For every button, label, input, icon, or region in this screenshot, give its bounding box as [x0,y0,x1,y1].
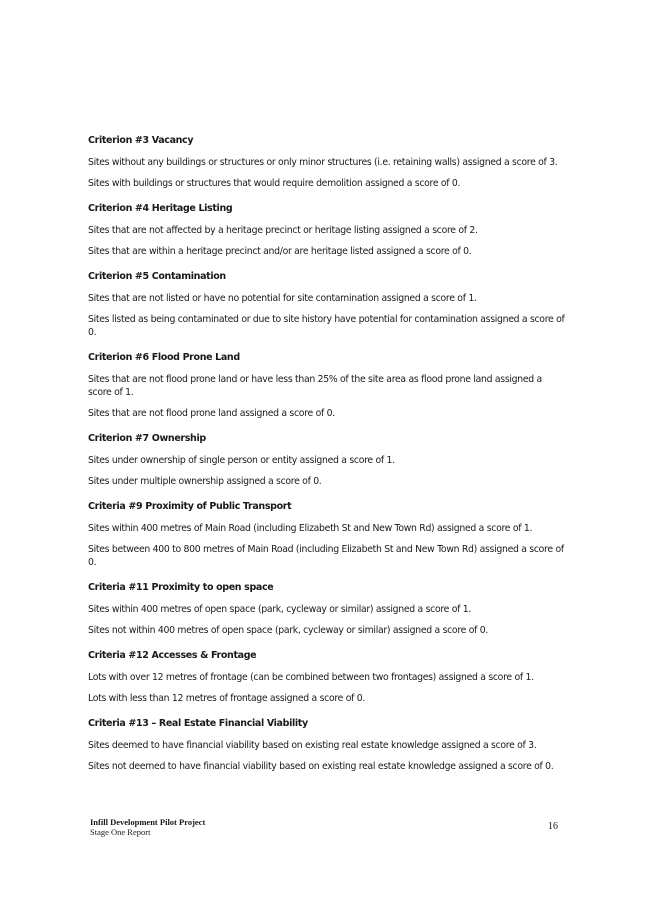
section-paragraph: Sites that are not listed or have no potential for site contamination assigned a score of 1. [88,293,477,304]
section-paragraph: Sites within 400 metres of open space (park, cycleway or similar) assigned a score of 1. [88,604,472,615]
section-paragraph: Sites that are not flood prone land assigned a score of 0. [88,408,335,419]
section-flood-prone-land [88,351,568,420]
section-paragraph: Sites not within 400 metres of open space (park, cycleway or similar) assigned a score of 0. [88,625,488,636]
section-ownership [88,432,568,488]
section-paragraph: Sites that are not affected by a heritage precinct or heritage listing assigned a score of 2. [88,225,478,236]
section-financial-viability [88,717,568,773]
section-public-transport [88,500,568,569]
section-paragraph: Lots with less than 12 metres of frontage assigned a score of 0. [88,693,366,704]
section-paragraph: Lots with over 12 metres of frontage (can be combined between two frontages) assigned a score of 1. [88,672,534,683]
section-accesses-frontage [88,649,568,705]
section-heading: Criterion #4 Heritage Listing [88,203,233,214]
section-paragraph: Sites under ownership of single person or entity assigned a score of 1. [88,455,395,466]
section-heading: Criteria #9 Proximity of Public Transport [88,501,292,512]
section-paragraph: Sites with buildings or structures that would require demolition assigned a score of 0. [88,178,461,189]
section-heritage-listing [88,202,568,258]
footer-report-name: Stage One Report [90,827,151,837]
section-paragraph: Sites within 400 metres of Main Road (including Elizabeth St and New Town Rd) assigned a score of 1. [88,523,533,534]
section-paragraph: Sites that are not flood prone land or have less than 25% of the site area as flood prone land assigned a score of 1. [88,374,542,398]
section-vacancy [88,134,568,190]
section-open-space [88,581,568,637]
section-heading: Criterion #3 Vacancy [88,135,194,146]
footer-document-title [90,817,205,837]
section-paragraph: Sites listed as being contaminated or due to site history have potential for contamination assigned a score of 0. [88,314,565,338]
section-paragraph: Sites without any buildings or structures or only minor structures (i.e. retaining walls) assigned a score of 3. [88,157,558,168]
section-heading: Criteria #13 – Real Estate Financial Viability [88,718,308,729]
section-heading: Criteria #12 Accesses & Frontage [88,650,257,661]
section-heading: Criterion #6 Flood Prone Land [88,352,240,363]
page-number: 16 [548,821,558,832]
footer-project-name: Infill Development Pilot Project [90,817,206,827]
section-paragraph: Sites that are within a heritage precinct and/or are heritage listed assigned a score of 0. [88,246,472,257]
section-heading: Criterion #7 Ownership [88,433,206,444]
section-paragraph: Sites under multiple ownership assigned a score of 0. [88,476,322,487]
section-paragraph: Sites not deemed to have financial viability based on existing real estate knowledge assigned a score of 0. [88,761,554,772]
section-heading: Criterion #5 Contamination [88,271,226,282]
section-heading: Criteria #11 Proximity to open space [88,582,274,593]
section-contamination [88,270,568,339]
section-paragraph: Sites deemed to have financial viability based on existing real estate knowledge assigned a score of 3. [88,740,537,751]
criteria-content [88,134,568,785]
section-paragraph: Sites between 400 to 800 metres of Main Road (including Elizabeth St and New Town Rd) assigned a score of 0. [88,544,564,568]
